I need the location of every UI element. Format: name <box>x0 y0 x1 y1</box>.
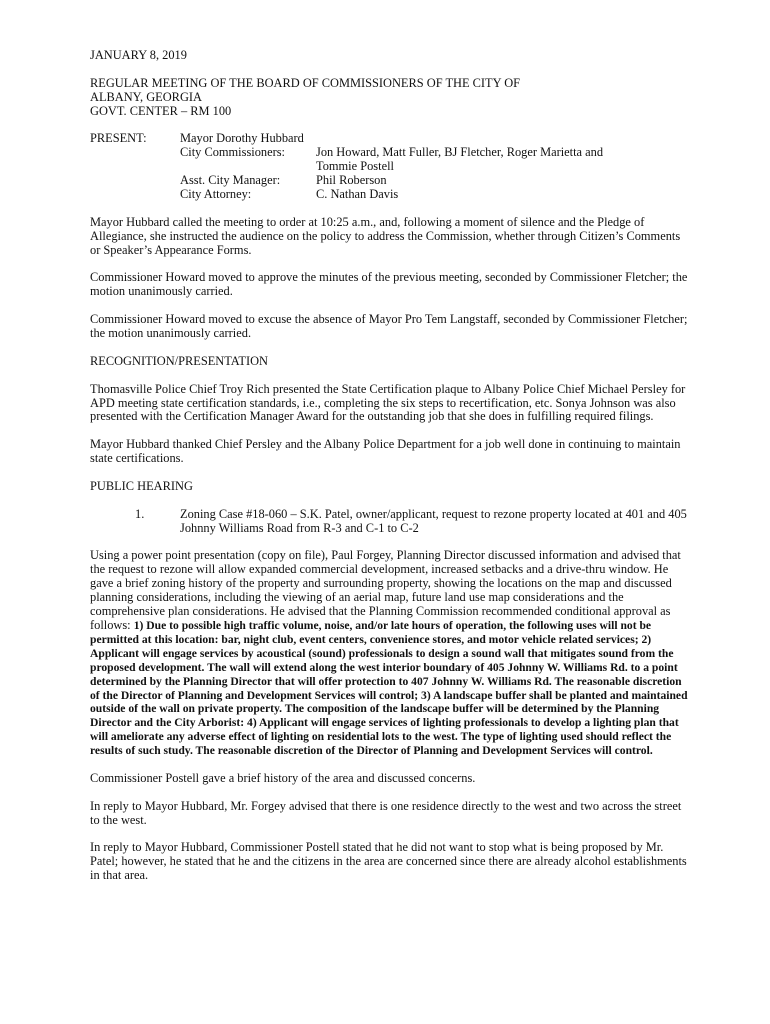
agenda-item-number: 1. <box>135 506 145 521</box>
commissioners-names-line-1: Jon Howard, Matt Fuller, BJ Fletcher, Roger Marietta and <box>316 145 604 160</box>
meeting-title-line-2: ALBANY, GEORGIA <box>90 89 202 104</box>
recognition-paragraph: Thomasville Police Chief Troy Rich presented the State Certification plaque to Albany Police Chief Michael Persley for APD meeting state certification standards, i.e., completing the six steps to recertification, etc. Sonya Johnson was also presented with the Certification Manager Award for the outstanding job that she does in fulfilling required filings. <box>90 381 686 424</box>
commissioners-names-line-2: Tommie Postell <box>316 159 394 174</box>
meeting-location: GOVT. CENTER – RM 100 <box>90 103 232 118</box>
minutes-approval-paragraph: Commissioner Howard moved to approve the minutes of the previous meeting, seconded by Commissioner Fletcher; the motion unanimously carried. <box>90 270 688 299</box>
mayor-name: Mayor Dorothy Hubbard <box>180 131 304 146</box>
thanks-paragraph: Mayor Hubbard thanked Chief Persley and the Albany Police Department for a job well done in continuing to maintain state certifications. <box>90 437 681 466</box>
public-hearing-heading: PUBLIC HEARING <box>90 478 193 493</box>
attorney-name: C. Nathan Davis <box>316 187 399 202</box>
meeting-title-line-1: REGULAR MEETING OF THE BOARD OF COMMISSIONERS OF THE CITY OF <box>90 75 521 90</box>
presentation-paragraph <box>90 549 690 758</box>
postell-reply-paragraph: In reply to Mayor Hubbard, Commissioner Postell stated that he did not want to stop what is being proposed by Mr. Patel; however, he stated that he and the citizens in the area are concerned since there are already alcohol establishments in that area. <box>90 840 687 883</box>
call-to-order-paragraph: Mayor Hubbard called the meeting to order at 10:25 a.m., and, following a moment of silence and the Pledge of Allegiance, she instructed the audience on the policy to address the Commission, whether through Citizen’s Comments or Speaker’s Appearance Forms. <box>90 214 681 257</box>
meeting-title-block <box>90 77 690 119</box>
meeting-date: JANUARY 8, 2019 <box>90 48 187 62</box>
absence-paragraph: Commissioner Howard moved to excuse the absence of Mayor Pro Tem Langstaff, seconded by Commissioner Fletcher; the motion unanimously carried. <box>90 312 688 341</box>
agenda-item <box>90 508 690 536</box>
postell-history-paragraph: Commissioner Postell gave a brief history of the area and discussed concerns. <box>90 770 476 785</box>
attendance-block <box>90 132 690 202</box>
asst-manager-label: Asst. City Manager: <box>180 173 281 188</box>
agenda-item-text: Zoning Case #18-060 – S.K. Patel, owner/applicant, request to rezone property located at 401 and 405 Johnny Williams Road from R-3 and C-1 to C-2 <box>180 506 687 535</box>
present-label: PRESENT: <box>90 131 147 146</box>
minutes-document <box>90 49 690 883</box>
asst-manager-name: Phil Roberson <box>316 173 387 188</box>
presentation-text: Using a power point presentation (copy on file), Paul Forgey, Planning Director discussed information and advised that the request to rezone will allow expanded commercial development, increased setbacks and a drive-thru window. He gave a brief zoning history of the property and surrounding property, showing the locations on the map and discussed planning considerations, including the viewing of an aerial map, future land use map considerations and the comprehensive plan considerations. He advised that the Planning Commission recommended conditional approval as follows: <box>90 548 681 632</box>
attorney-label: City Attorney: <box>180 187 252 202</box>
recognition-heading: RECOGNITION/PRESENTATION <box>90 353 268 368</box>
forgey-reply-paragraph: In reply to Mayor Hubbard, Mr. Forgey advised that there is one residence directly to the west and two across the street to the west. <box>90 798 682 827</box>
commissioners-label: City Commissioners: <box>180 145 285 160</box>
conditions-text: 1) Due to possible high traffic volume, noise, and/or late hours of operation, the following uses will not be permitted at this location: bar, night club, event centers, convenience stores, and motor vehicle related services; 2) Applicant will engage services by acoustical (sound) professionals to design a sound wall that mitigates sound from the proposed development. The wall will extend along the west interior boundary of 405 Johnny W. Williams Rd. to a point determined by the Planning Director that will offer protection to 407 Johnny W. Williams Rd. The reasonable discretion of the Director of Planning and Development Services will control; 3) A landscape buffer shall be planted and maintained outside of the wall on private property. The composition of the landscape buffer will be determined by the Planning Director and the City Arborist: 4) Applicant will engage services of lighting professionals to develop a lighting plan that will ameliorate any adverse effect of lighting on residential lots to the west. The type of lighting used should reflect the results of such study. The reasonable discretion of the Director of Planning and Development Services will control. <box>90 618 688 758</box>
